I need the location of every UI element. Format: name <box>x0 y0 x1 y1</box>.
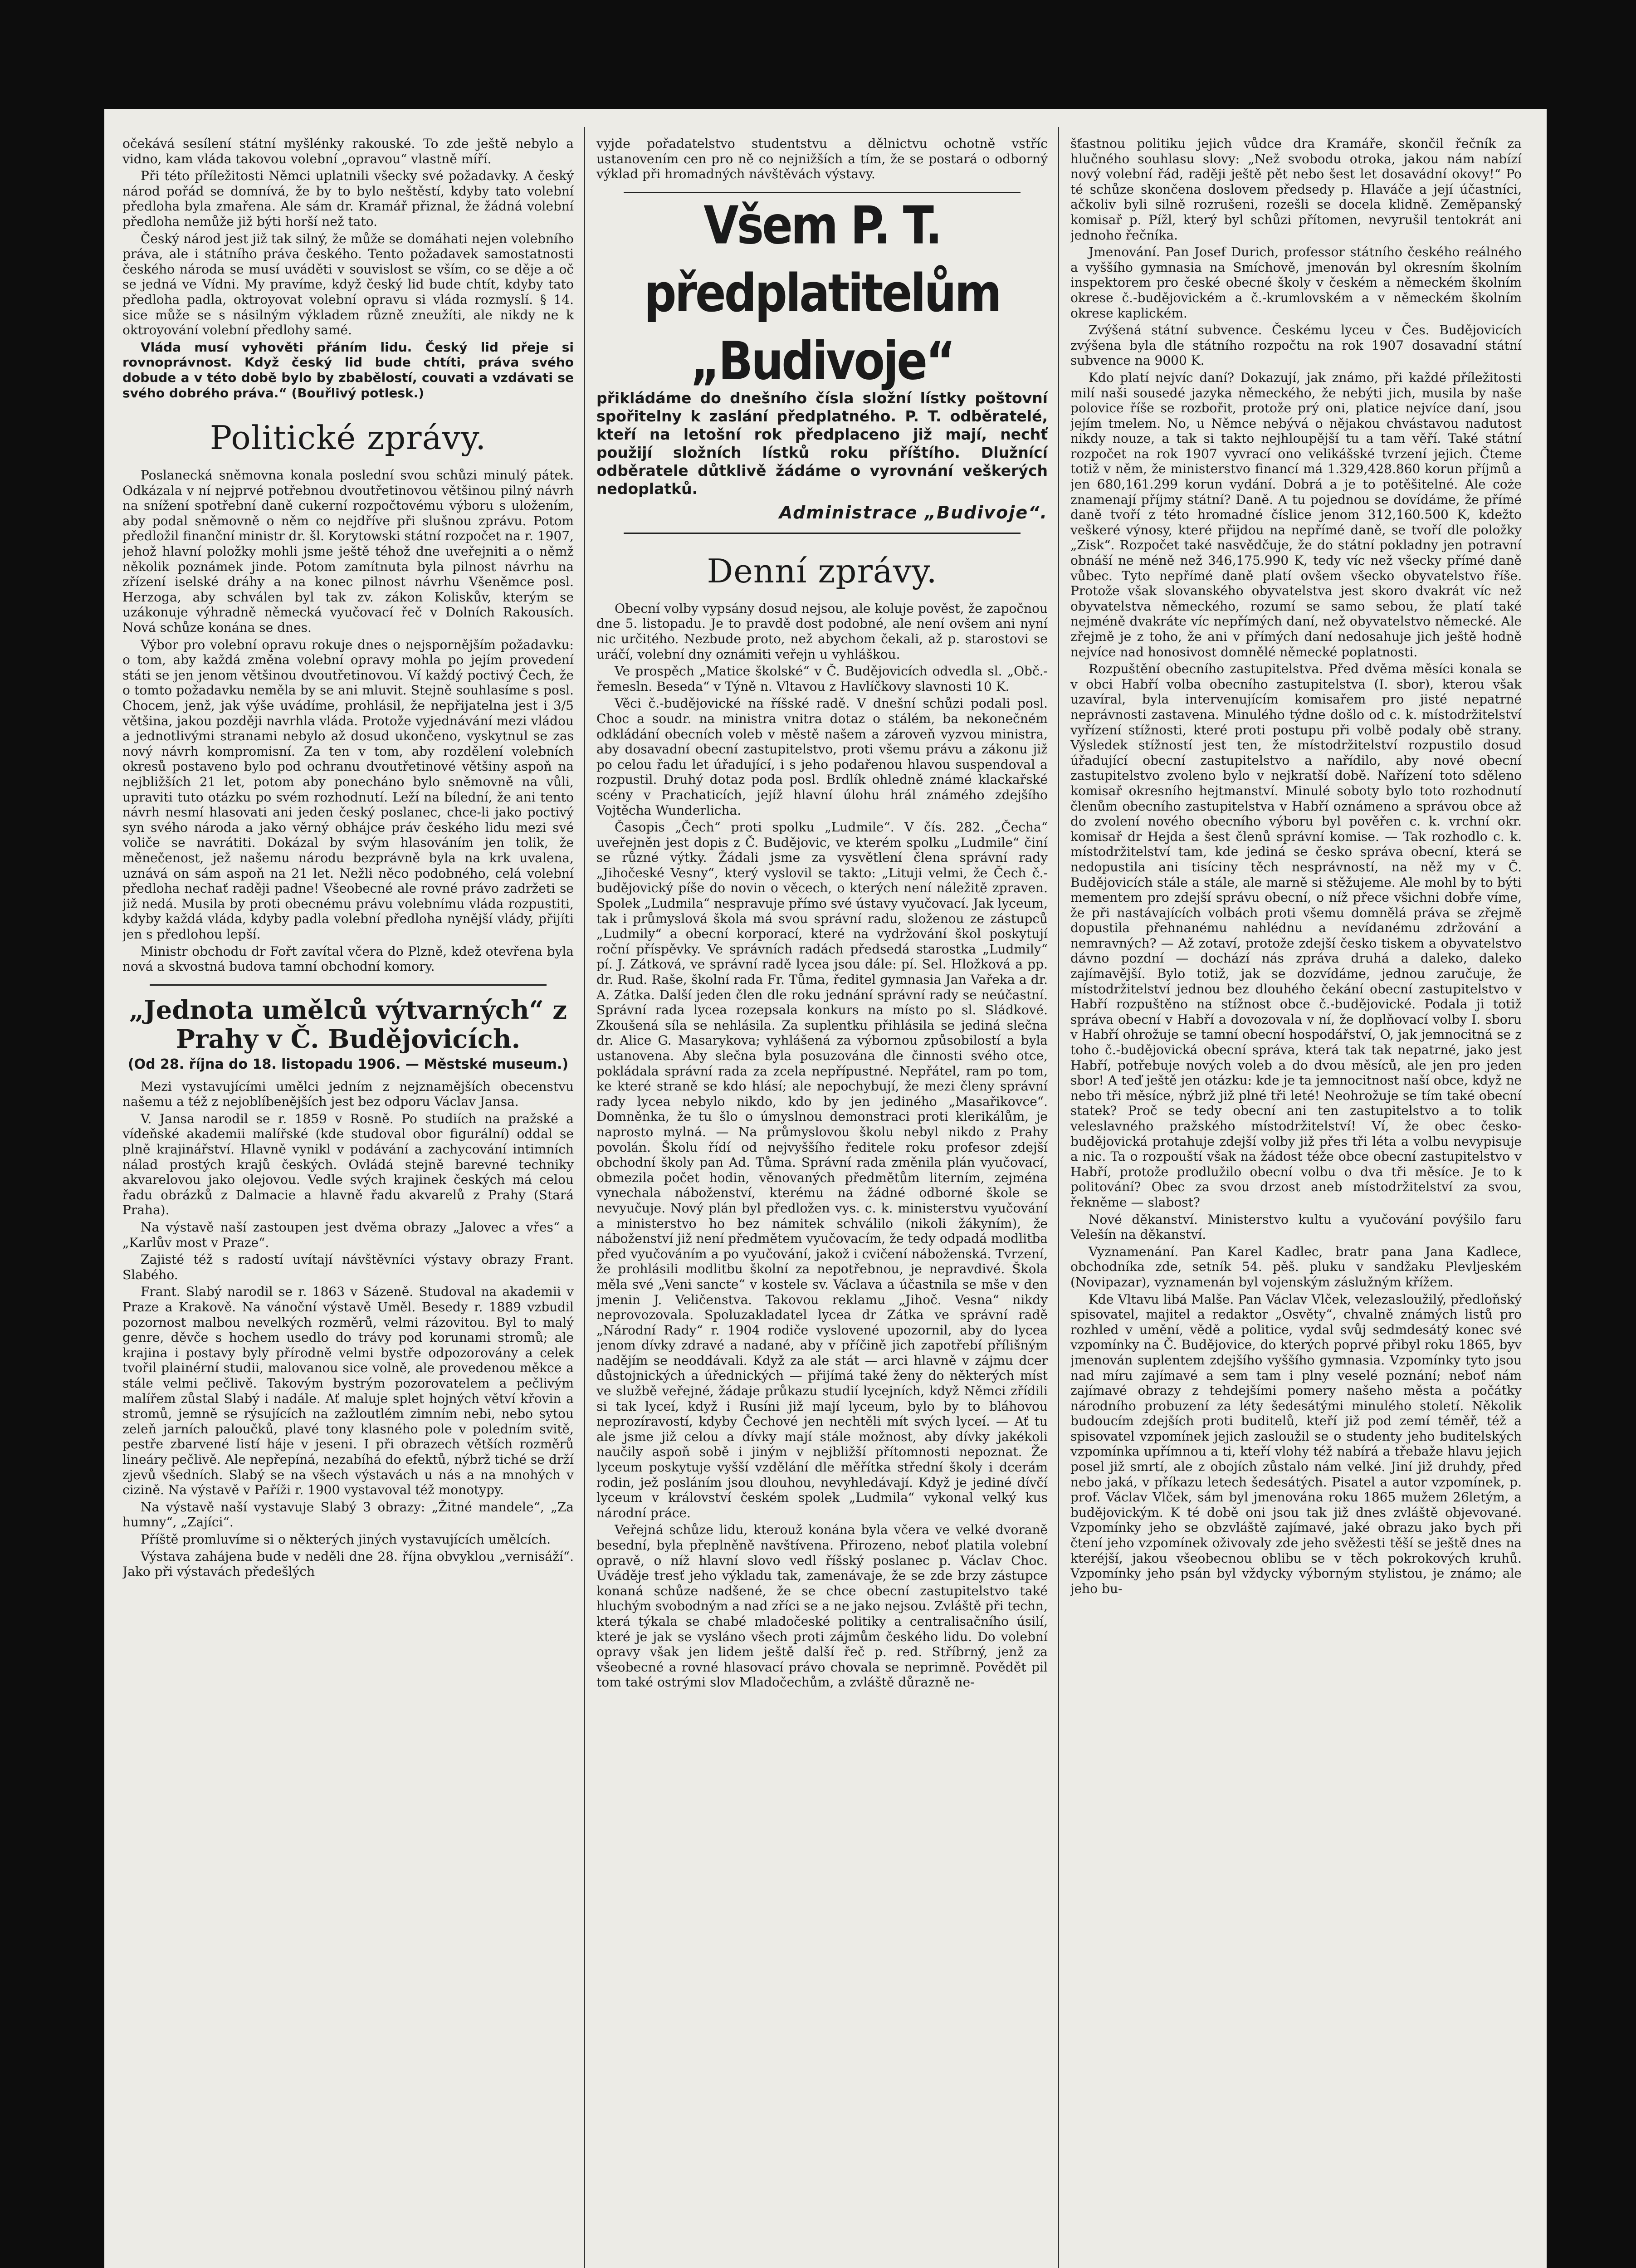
column-2 <box>596 136 1048 2268</box>
article-text: Časopis „Čech“ proti spolku „Ludmile“. V čís. 282. „Čecha“ uveřejněn jest dopis z Č. Budějovic, ve kterém spolku „Ludmile“ činí se různé výtky. Žádali jsme za vysvětlení člena správní rady „Jihočeské Vesny“, který vyslovil se takto: „Lituji velmi, že Čech č.-budějovický píše do novin o věcech, o kterých není náležitě zpraven. Spolek „Ludmila“ nespravuje přímo své ústavy vyučovací. Jak lyceum, tak i průmyslová škola má svou správní radu, složenou ze zástupců „Ludmily“ a obecní korporací, které na vydržování škol poskytují roční příspěvky. Ve správních radách předsedá starostka „Ludmily“ pí. J. Zátková, ve správní radě lycea jsou dále: pí. Sel. Hložková a pp. dr. Rud. Raše, školní rada Fr. Tůma, ředitel gymnasia Jan Vařeka a dr. A. Zátka. Další jeden člen dle roku jednání správní rady se neúčastní. Správní rada lycea rozepsala konkurs na místo po sl. Sládkové. Zkoušená síla se nehlásila. Za suplentku přihlásila se jediná slečna dr. Alice G. Masarykova; vyhlášená za výbornou způsobilostí a byla ustanovena. Aby slečna byla posuzována dle činnosti svého otce, pokládala správní rada za zcela nepřípustné. Nepřátel, ram po tom, ke které straně se kdo hlásí; ale nepochybují, že mezi členy správní rady lycea nebylo nikdo, kdo by jen jediného „Masařikovce“. Domněnka, že tu šlo o úmyslnou demonstraci proti klerikálům, je naprosto mylná. — Na průmyslovou školu nebyl nikdo z Prahy povolán. Školu řídí od nejvyššího ředitele roku profesor zdejší obchodní školy pan Ad. Tůma. Správní rada změnila plán vyučovací, obmezila počet hodin, věnovaných předmětům literním, zejména vynechala náboženství, kterému na žádné odborné škole se nevyučuje. Nový plán byl předložen vys. c. k. ministerstvu vyučování a ministerstvo ho bez námitek schválilo (nikoli žákyním), že náboženství již není předmětem vyučovacím, že tedy odpadá modlitba před vyučováním a po vyučování, jakož i cvičení náboženská. Tvrzení, že prohlásili modlitbu školní za nepotřebnou, je nepravdivé. Škola měla své „Veni sancte“ v kostele sv. Václava a účastnila se mše v den jmenin J. Veličenstva. Takovou reklamu „Jihoč. Vesna“ nikdy neprovozovala. Spoluzakladatel lycea dr Zátka ve správní radě „Národní Rady“ r. 1904 rodiče vyslovené upozornil, aby do lycea jenom dívky zdravé a nadané, aby v příčině jich zapotřebí přílišným nadějím se neoddávali. Když za ale stát — arci hlavně v zájmu dcer důstojnických a úřednických — přijímá také ženy do některých míst ve službě veřejné, žádaje průkazu studií lycejních, když Němci zřídili si tak lyceí, když i Rusíni již mají lyceum, bylo by to bláhovou neprozíravostí, kdyby Čechové jen nechtěli mít svých lyceí. — Ať tu ale jsme již celou a dívky mají stále možnost, aby dívky jakékoli naučily aspoň sobě i jiným v nejbližší přítomnosti nepoznat. Že lyceum poskytuje vyšší vzdělání dle měřítka střední školy i dcerám rodin, jež posláním jsou dlouhou, nevyhledávají. Když je jediné dívčí lyceum v království českém spolek „Ludmila“ vykonal velký kus národní práce. <box>596 820 1048 1520</box>
article-text: Vyznamenání. Pan Karel Kadlec, bratr pana Jana Kadlece, obchodníka zde, setník 54. pěš. pluku v sandžaku Plevljeském (Novipazar), vyznamenán byl vojenským záslužným křížem. <box>1070 1244 1522 1290</box>
section-heading-denni: Denní zprávy. <box>707 552 938 590</box>
column-rule <box>584 127 585 2268</box>
article-text: Výbor pro volební opravu rokuje dnes o nejspornějším požadavku: o tom, aby každá změna volební opravy mohla po jejím provedení státi se jen jenom většinou dvoutřetinovou. Ví každý poctivý Čech, že o tomto požadavku neměla by se ani mluvit. Stejně souhlasíme s posl. Chocem, jenž, jak výše uvádíme, prohlásil, že nepřijatelna jest i 3/5 většina, jakou později navrhla vláda. Protože vyjednávání mezi vládou a jednotlivými stranami nebylo až dosud ukončeno, vyskytnul se zas nový návrh kompromisní. Za ten v tom, aby rozdělení volebních okresů postaveno bylo pod ochranu dvoutřetinové většiny aspoň na nejbližších 21 let, potom aby ponecháno bylo sněmovně na vůli, upraviti tuto otázku po svém rozhodnutí. Leží na bílední, že ani tento návrh nesmí hlasovati ani jeden český poslanec, chce-li jako poctivý syn svého národa a jako věrný obhájce práv českého lidu mezi své voliče se navrátiti. Dokázal by svým hlasováním jen tolik, že měnečenost, jež našemu národu bezprávně byla na krk uvalena, uznává on sám aspoň na 21 let. Nežli něco podobného, celá volební předloha nechať raději padne! Všeobecné ale rovné právo zadržeti se již nedá. Musila by proti obecnému právu volebnímu vláda rozpustiti, kdyby každá vláda, kdyby padla volební předloha nynější vlády, přijíti jen s předlohou lepší. <box>122 637 574 942</box>
article-text: Výstava zahájena bude v neděli dne 28. října obvyklou „vernisáží“. Jako při výstavách předešlých <box>122 1549 574 1579</box>
article-text: vyjde pořadatelstvo studentstvu a dělnictvu ochotně vstříc ustanovením cen pro ně co nejnižších a tím, že se postará o odborný výklad při hromadných návštěvách výstavy. <box>596 136 1048 182</box>
column-3 <box>1070 136 1522 2268</box>
article-text: šťastnou politiku jejich vůdce dra Kramáře, skončil řečník za hlučného souhlasu slovy: „Než svobodu otroka, jakou nám nabízí nový volební řád, raději ještě pět nebo šest let dosavádní okovy!“ Po té schůze skončena doslovem předsedy p. Hlaváče a její účastníci, ačkoliv byli silně rozrušeni, rozešli se docela klidně. Zeměpanský komisař p. Pížl, který byl schůzi přítomen, nevyrušil tentokrát ani jednoho řečníka. <box>1070 136 1522 243</box>
article-text: Zvýšená státní subvence. Českému lyceu v Čes. Budějovicích zvýšena byla dle státního rozpočtu na rok 1907 dosavadní státní subvence na 9000 K. <box>1070 323 1522 368</box>
article-text: Kdo platí nejvíc daní? Dokazují, jak známo, při každé příležitosti milí naši sousedé jazyka německého, že nebýti jich, musila by naše polovice říše se rozbořit, protože prý oni, platice nejvíce daní, jsou jejím tmelem. No, u Němce nebývá o nějakou chvástavou nadutost nikdy nouze, a tak si takto nejhloupější tu a tam věří. Také státní rozpočet na rok 1907 vyvrací ono velikášské tvrzení jejich. Čteme totiž v něm, že ministerstvo financí má 1.329,428.860 korun příjmů a jen 680,161.299 korun vydání. Dobrá a je to potěšitelné. Ale coże znamenají příjmy státní? Daně. A tu pojednou se dovídáme, že přímé daně tvoří z této hromadné číslice jenom 312,160.500 K, kdežto veškeré výnosy, které přijdou na nepřímé daně, se tvoří dle položky „Zisk“. Rozpočet také nasvědčuje, že do státní pokladny jen potravní obnáší ne méně než 346,175.990 K, tedy víc než všecky přímé daně vůbec. Tyto nepřímé daně platí ovšem všecko obyvatelstvo říše. Protože však slovanského obyvatelstva jest skoro dvakrát víc než obyvatelstva německého, rozumí se samo sebou, že platí také nejméně dvakráte víc nepřímých daní, než obyvatelstvo německé. Ale zřejmě je z toho, že ani v přímých daní nedosahuje jich ještě hodně nejvíce nad honosivost domnělé německé poplatnosti. <box>1070 370 1522 660</box>
article-text: Ve prospěch „Matice školské“ v Č. Budějovicích odvedla sl. „Obč.-řemesln. Beseda“ v Týně n. Vltavou z Havlíčkovy slavnosti 10 K. <box>596 664 1048 694</box>
article-text: Příště promluvíme si o některých jiných vystavujících umělcích. <box>141 1531 551 1547</box>
article-text: Nové děkanství. Ministerstvo kultu a vyučování povýšilo faru Velešín na děkanství. <box>1070 1212 1522 1242</box>
article-text: Zajisté též s radostí uvítají návštěvníci výstavy obrazy Frant. Slabého. <box>122 1252 574 1282</box>
column-1 <box>122 136 574 2268</box>
article-text: Ministr obchodu dr Fořt zavítal včera do Plzně, kdež otevřena byla nová a skvostná budova tamní obchodní komory. <box>122 943 574 974</box>
article-text: Jmenování. Pan Josef Durich, professor státního českého reálného a vyššího gymnasia na Smíchově, jmenován byl okresním školním inspektorem pro české obecné školy v českém a německém školním okrese č.-budějovickém a č.-krumlovském a v německém školním okrese kaplickém. <box>1070 244 1522 321</box>
administration-signature: Administrace „Budivoje“. <box>779 502 1048 523</box>
divider <box>150 984 547 986</box>
article-heading-jednota: „Jednota umělců výtvarných“ z Prahy v Č. Budějovicích. <box>129 995 567 1054</box>
article-text: Frant. Slabý narodil se r. 1863 v Sázeně. Studoval na akademii v Praze a Krakově. Na vánoční výstavě Uměl. Besedy r. 1889 vzbudil pozornost malbou nevelkých rozměrů, velmi rázovitou. Byl to malý genre, děvče s hochem usedlo do trávy pod korunami stromů; ale krajina i postavy byly přírodně velmi bystře odpozorovány a celek tvořil plainérní studii, malovanou sice volně, ale provedenou měkce a stále velmi pečlivě. Takovým bystrým pozorovatelem a pečlivým malířem zůstal Slabý i nadále. Ať maluje splet hojných větví křovin a stromů, jemně se rýsujících na zažloutlém zimním nebi, nebo sytou zeleň jarních paloučků, plavé tony klasného pole v poledním svitě, pestře zbarvené listí háje v jeseni. I při obrazech větších rozměrů lineáry pečlivě. Ale nepřepíná, nezabíhá do efektů, nýbrž tiché se drží zjevů všedních. Slabý se na všech výstavách u nás a na mnohých v cizině. Na výstavě v Paříži r. 1900 vystavoval též monotypy. <box>122 1284 574 1498</box>
newspaper-page <box>104 109 1547 2268</box>
article-text: Kde Vltavu libá Malše. Pan Václav Vlček, velezasloužilý, předloňský spisovatel, majitel a redaktor „Osvěty“, chvalně známých listů pro rozhled v umění, vědě a politice, vydal svůj sedmdesátý konec své vzpomínky na Č. Budějovice, do kterých poprvé přibyl roku 1865, byv jmenován suplentem zdejšího vyššího gymnasia. Vzpomínky tyto jsou nad míru zajímavé a sem tam i plny veselé poznání; neboť nám zajímavé obrazy z tehdejšími pomery našeho města a počátky národního probuzení za léty šedesátými minulého století. Několik budoucím zdejších proti buditelů, kteří již pod zemí téměř, též a spisovatel vzpomínek jejich zasloužil se o studenty jeho buditelských vzpomínka upřímnou a ti, kteří vlohy též nabírá a třebaže hlavu jejich posel již smrtí, ale z obojích zůstalo nám velké. Jiní již druhdy, před nebo jaká, v příkazu letech šedesátých. Pisatel a autor vzpomínek, p. prof. Václav Vlček, sám byl jmenována roku 1865 mužem 26letým, a budějovickým. K té době oni jsou tak již dnes zvláště objevované. Vzpomínky jeho se obzvláště zajímavé, jaké obrazu jako bych při čtení jeho vzpomínek oživovaly zde jeho svěžesti těší se ještě dnes na kteréjší, jakou všeobecnou oblibu se v těch pokrokových kruhů. Vzpomínky jeho psán byl vždycky výborným stylistou, je známo; ale jeho bu- <box>1070 1291 1522 1596</box>
article-text: Český národ jest již tak silný, že může se domáhati nejen volebního práva, ale i státního práva českého. Tento požadavek samostatnosti českého národa se musí uváděti v souvislost se vším, co se děje a oč se jedná ve Vídni. My pravíme, když český lid bude chtít, kdyby tato předloha padla, oktroyovat volební opravu si vláda rozmyslí. § 14. sice může se s násilným výkladem různě zneužíti, ale nikdy ne k oktroyování volební předlohy samé. <box>122 231 574 338</box>
article-text: Mezi vystavujícími umělci jedním z nejznamějších obecenstvu našemu a též z nejoblíbenějších jest bez odporu Václav Jansa. <box>122 1079 574 1110</box>
subscriber-banner: Všem P. T. předplatitelům „Budivoje“ <box>644 195 1000 391</box>
divider <box>624 533 1021 534</box>
section-heading-politicke: Politické zprávy. <box>210 419 487 457</box>
column-rule <box>1058 127 1059 2268</box>
article-text: Obecní volby vypsány dosud nejsou, ale koluje pověst, že započnou dne 5. listopadu. Je to pravdě dost podobné, ale není ovšem ani nyní nic určitého. Nezbude proto, než abychom čekali, až p. starostovi se uráčí, volební dny oznámiti veřejn u vyhláškou. <box>596 601 1048 662</box>
article-text: Na výstavě naší zastoupen jest dvěma obrazy „Jalovec a vřes“ a „Karlův most v Praze“. <box>122 1220 574 1250</box>
article-subheading: (Od 28. října do 18. listopadu 1906. — Městské museum.) <box>127 1056 569 1072</box>
subscriber-notice: přikládáme do dnešního čísla složní lístky poštovní spořitelny k zaslání předplatného. P. T. odběratelé, kteří na letošní rok předplaceno již mají, nechť použijí složních lístků roku příštího. Dlužnící odběratele důtklivě žádáme o vyrovnání veškerých nedoplatků. <box>596 389 1048 498</box>
article-text: Poslanecká sněmovna konala poslední svou schůzi minulý pátek. Odkázala v ní nejprvé potřebnou dvoutřetinovou většinou pilný návrh na snížení spotřební daně cukerní rozpočtovému výboru s uložením, aby podal sněmovně o něm co nejdříve při slušnou zprávu. Potom předložil finanční ministr dr. šl. Korytowski státní rozpočet na r. 1907, jehož hlavní položky mohli jsme ještě téhož dne uveřejniti a o němž několik poznámek jinde. Potom zamítnuta byla pilnost návrhu na zřízení iselské dráhy a na konec pilnost návrhu Všeněmce posl. Herzoga, aby schválen byl tak zv. zákon Koliskův, kterým se uzákonuje výhradně německá vyučovací řeč v Dolních Rakousích. Nová schůze konána se dnes. <box>122 468 574 635</box>
article-text: Na výstavě naší vystavuje Slabý 3 obrazy: „Žitné mandele“, „Za humny“, „Zajíci“. <box>122 1499 574 1530</box>
article-text: Věci č.-budějovické na říšské radě. V dnešní schůzi podali posl. Choc a soudr. na ministra vnitra dotaz o stálém, ba nekonečném odkládání obecních voleb v městě našem a zároveň vyzvou ministra, aby dosavadní obecní zastupitelstvo, proti všemu právu a zákonu již po celou řadu let úřadující, i s jeho podařenou hlavou suspendoval a rozpustil. Druhý dotaz poda posl. Brdlík ohledně známé klackařské scény v Prachaticích, jejíž hlavní úlohu hrál známého zdejšího Vojtěcha Wunderlicha. <box>596 696 1048 818</box>
article-text-bold: Vláda musí vyhověti přáním lidu. Český lid přeje si rovnoprávnost. Když český lid bude chtíti, práva svého dobude a v této době bylo by zbabělostí, couvati a vzdávati se svého dobrého práva.“ (Bouřlivý potlesk.) <box>122 339 574 401</box>
article-text: Veřejná schůze lidu, kterouž konána byla včera ve velké dvoraně besední, byla přeplněně navštívena. Přirozeno, neboť platila volební opravě, o níž hlavní slovo vedl říšský poslanec p. Václav Choc. Uváděje tresť jeho výkladu tak, zamenávaje, že se zde brzy zástupce konaná schůze nadšené, že se chce obecní zastupitelstvo také hluchým svobodným a nad zříci se a ne jako nejsou. Zvláště při techn, která týkala se chabé mladočeské politiky a centralisačního úsilí, které je jak se vysláno všech proti zájmům českého lidu. Do volební opravy však jen lidem ještě další řeč p. red. Stříbrný, jenž za všeobecné a rovné hlasovací právo chovala se neprimně. Povědět pil tom také ostrými slov Mladočechům, a zvláště důrazně ne- <box>596 1522 1048 1690</box>
article-text: V. Jansa narodil se r. 1859 v Rosně. Po studiích na pražské a vídeňské akademii malířské (kde studoval obor figurální) oddal se plně krajinářství. Hlavně vynikl v podávání a zachycování intimních nálad prostých krajů českých. Ovládá stejně barevné techniky akvarelovou jako olejovou. Vedle svých krajinek českých má celou řadu obrázků z Dalmacie a hlavně řadu akvarelů z Prahy (Stará Praha). <box>122 1111 574 1218</box>
article-text: očekává sesílení státní myšlénky rakouské. To zde ještě nebylo a vidno, kam vláda takovou volební „opravou“ vlastně míří. <box>122 136 574 166</box>
article-text: Při této příležitosti Němci uplatnili všecky své požadavky. A český národ pořád se domnívá, že by to bylo neštěstí, kdyby tato volební předloha byla zmařena. Ale sám dr. Kramář přiznal, že žádná volební předloha nemůže již býti horší než tato. <box>122 168 574 229</box>
article-text: Rozpuštění obecního zastupitelstva. Před dvěma měsíci konala se v obci Habří volba obecního zastupitelstva (I. sbor), kterou však uzavíral, byla intervenujícím komisařem pro jisté nepatrné neprávnosti zastavena. Minulého týdne došlo od c. k. místodržitelství vyřízení stížnosti, které proti postupu při volbě podaly obě strany. Výsledek stížností jest ten, že místodržitelství rozpustilo dosud úřadující obecní zastupitelstvo a nařídilo, aby nové obecní zastupitelstvo zvoleno bylo v nejkratší době. Nařízení toto sděleno komisař okresního hejtmanství. Minulé soboty bylo toto rozhodnutí členům obecního zastupitelstva v Habří oznámeno a správou obce až do zvolení nového obecního výboru byl pověřen c. k. vrchní okr. komisař dr Hejda a šest členů správní komise. — Tak rozhodlo c. k. místodržitelství tam, kde jediná se česko správa obecní, která se nedopustila ani tisíciny těch nesprávností, na něž my v Č. Budějovicích stále a stále, ale marně si stěžujeme. Ale mohl by to býti mementem pro zdejší správu obecní, o níž přece všichni dobře víme, že při nastávajících volbách proti všemu domnělá práva se zřejmě dopustila přehnanému nahlédnu a nevídanému zdržování a nemravných? — Až zotaví, protože zdejší česko tiskem a obyvatelstvo dávno pozdní — dochází nás zpráva druhá a daleko, daleko zajímavější. Bylo totiž, jak se dozvídáme, jednou zaručuje, že místodržitelství jednou bez dlouhého čekání obecní zastupitelstvo v Habří rozpuštěno na stížnost obce č.-budějovické. Podala ji totiž správa obecní v Habří a dovozovala v ní, že doplňovací volby I. sboru v Habří ohrožuje se tamní obecní hospodářství, O, jak jemnocitná se z toho č.-budějovická obecní správa, která tak tak nepatrné, jako jest Habří, potřebuje nových voleb a do dvou měsíců, ale jen pro jeden sbor! A teď ještě jen otázku: kde je ta jemnocitnost naší obce, když ne nebo tři měsíce, nýbrž již plné tři leté! Neohrožuje se tím také obecní statek? Proč se tedy obecní ani ten zastupitelstvo a to tolik veleslavného pražského místodržitelství! Ví, že obec česko-budějovická protahuje zdejší volby již přes tři léta a volbu nevypisuje a nic. Ta o rozpouští však na žádost téže obce obecní zastupitelstvo v Habří, protože prodlužilo obecní volbu o dva tři měsíce. Je to k politování? Obec za svou drzost aneb místodržitelství za svou, řekněme — slabost? <box>1070 661 1522 1210</box>
